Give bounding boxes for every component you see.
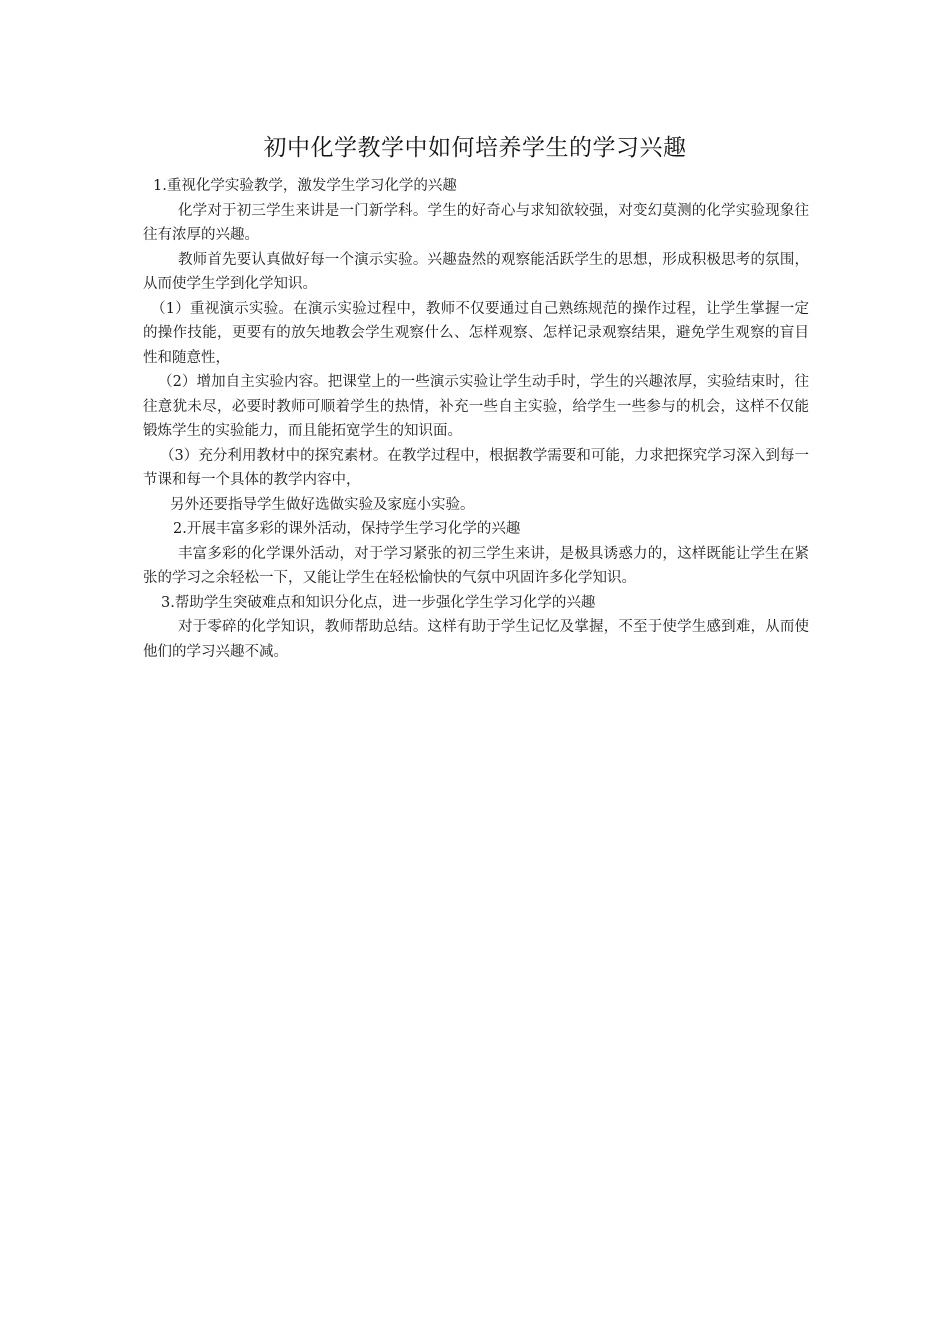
section-heading-2: 2.开展丰富多彩的课外活动，保持学生学习化学的兴趣 [173,521,521,537]
section-heading-3: 3.帮助学生突破难点和知识分化点，进一步强化学生学习化学的兴趣 [161,594,596,611]
list-item-2: （2）增加自主实验内容。把课堂上的一些演示实验让学生动手时，学生的兴趣浓厚，实验结束时，往往意犹未尽，必要时教师可顺着学生的热情，补充一些自主实验，给学生一些参与的机会，这样不仅能锻炼学生的实验能力，而且能拓宽学生的知识面。 [143,374,809,439]
document-title: 初中化学教学中如何培养学生的学习兴趣 [263,135,687,161]
document-body [143,174,809,664]
list-item-3: （3）充分利用教材中的探究素材。在教学过程中，根据教学需要和可能，力求把探究学习深入到每一节课和每一个具体的教学内容中， [143,447,809,488]
section-heading-1: 1.重视化学实验教学，激发学生学习化学的兴趣 [153,178,457,194]
paragraph: 对于零碎的化学知识，教师帮助总结。这样有助于学生记忆及掌握，不至于使学生感到难，从而使他们的学习兴趣不减。 [143,619,809,660]
paragraph: 教师首先要认真做好每一个演示实验。兴趣盎然的观察能活跃学生的思想，形成积极思考的氛围，从而使学生学到化学知识。 [143,251,809,292]
list-item-1: （1）重视演示实验。在演示实验过程中，教师不仅要通过自己熟练规范的操作过程，让学生掌握一定的操作技能，更要有的放矢地教会学生观察什么、怎样观察、怎样记录观察结果，避免学生观察的盲目性和随意性， [143,300,809,366]
paragraph: 化学对于初三学生来讲是一门新学科。学生的好奇心与求知欲较强，对变幻莫测的化学实验现象往往有浓厚的兴趣。 [143,202,809,243]
paragraph: 丰富多彩的化学课外活动，对于学习紧张的初三学生来讲，是极具诱惑力的，这样既能让学生在紧张的学习之余轻松一下，又能让学生在轻松愉快的气氛中巩固许多化学知识。 [143,545,809,586]
paragraph: 另外还要指导学生做好选做实验及家庭小实验。 [170,496,475,513]
